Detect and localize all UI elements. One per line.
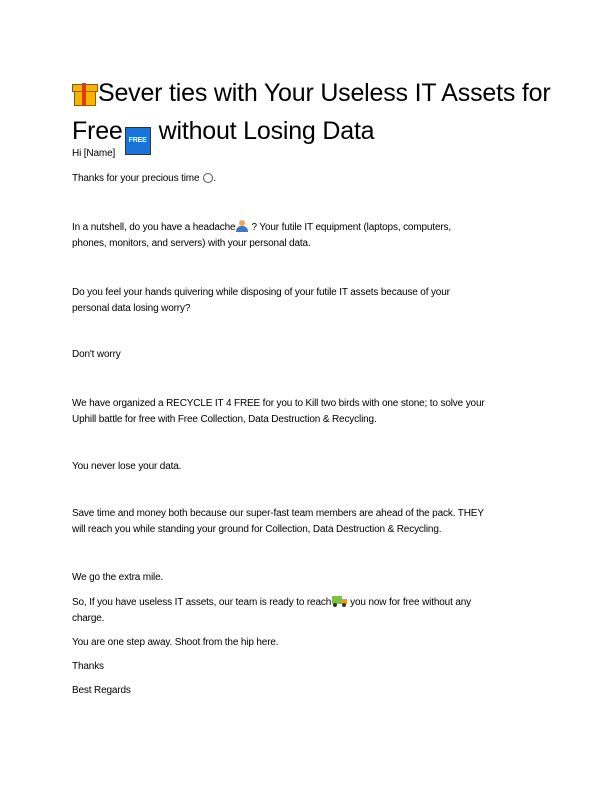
title-text-2a: Free — [72, 117, 123, 145]
quiver-text-1: Do you feel your hands quivering while disposing of your futile IT assets because of your — [72, 287, 450, 298]
free-badge-icon: FREE — [125, 127, 151, 155]
headache-text-a: In a nutshell, do you have a headache — [72, 222, 236, 233]
save-paragraph — [72, 506, 484, 538]
title-text-2b: without Losing Data — [158, 117, 375, 145]
reach-text-a: So, If you have useless IT assets, our team is ready to reach — [72, 597, 332, 608]
recycle-text-1: We have organized a RECYCLE IT 4 FREE for you to Kill two birds with one stone; to solve your — [72, 398, 485, 409]
extra-mile: We go the extra mile. — [72, 572, 164, 583]
greeting: Hi [Name] — [72, 148, 116, 159]
save-text-1: Save time and money both because our super-fast team members are ahead of the pack. THEY — [72, 508, 484, 519]
gift-icon — [72, 79, 96, 105]
headache-text-2: phones, monitors, and servers) with your personal data. — [72, 238, 311, 249]
delivery-truck-icon — [332, 596, 347, 606]
quiver-paragraph — [72, 285, 450, 317]
recycle-text-2: Uphill battle for free with Free Collection, Data Destruction & Recycling. — [72, 414, 377, 425]
recycle-paragraph — [72, 396, 485, 428]
title-text-1: Sever ties with Your Useless IT Assets for — [98, 79, 551, 107]
headache-paragraph — [72, 220, 451, 252]
dont-worry: Don't worry — [72, 349, 121, 360]
never-lose: You never lose your data. — [72, 461, 182, 472]
save-text-2: will reach you while standing your ground for Collection, Data Destruction & Recycling. — [72, 524, 442, 535]
reach-text-b: you now for free without any — [350, 597, 472, 608]
document-title-line-1 — [72, 78, 550, 108]
thanks-time-text: Thanks for your precious time — [72, 173, 200, 184]
thanks: Thanks — [72, 661, 104, 672]
headache-text-b: ? Your futile IT equipment (laptops, computers, — [251, 222, 452, 233]
quiver-text-2: personal data losing worry? — [72, 303, 191, 314]
person-facepalm-icon — [236, 220, 248, 232]
reach-text-2: charge. — [72, 613, 105, 624]
thanks-time-paragraph — [72, 171, 216, 187]
best-regards: Best Regards — [72, 685, 131, 696]
reach-paragraph — [72, 595, 471, 627]
watch-icon — [203, 173, 213, 183]
document-title-line-2 — [72, 116, 374, 155]
one-step: You are one step away. Shoot from the hip here. — [72, 637, 279, 648]
period: . — [213, 173, 217, 184]
